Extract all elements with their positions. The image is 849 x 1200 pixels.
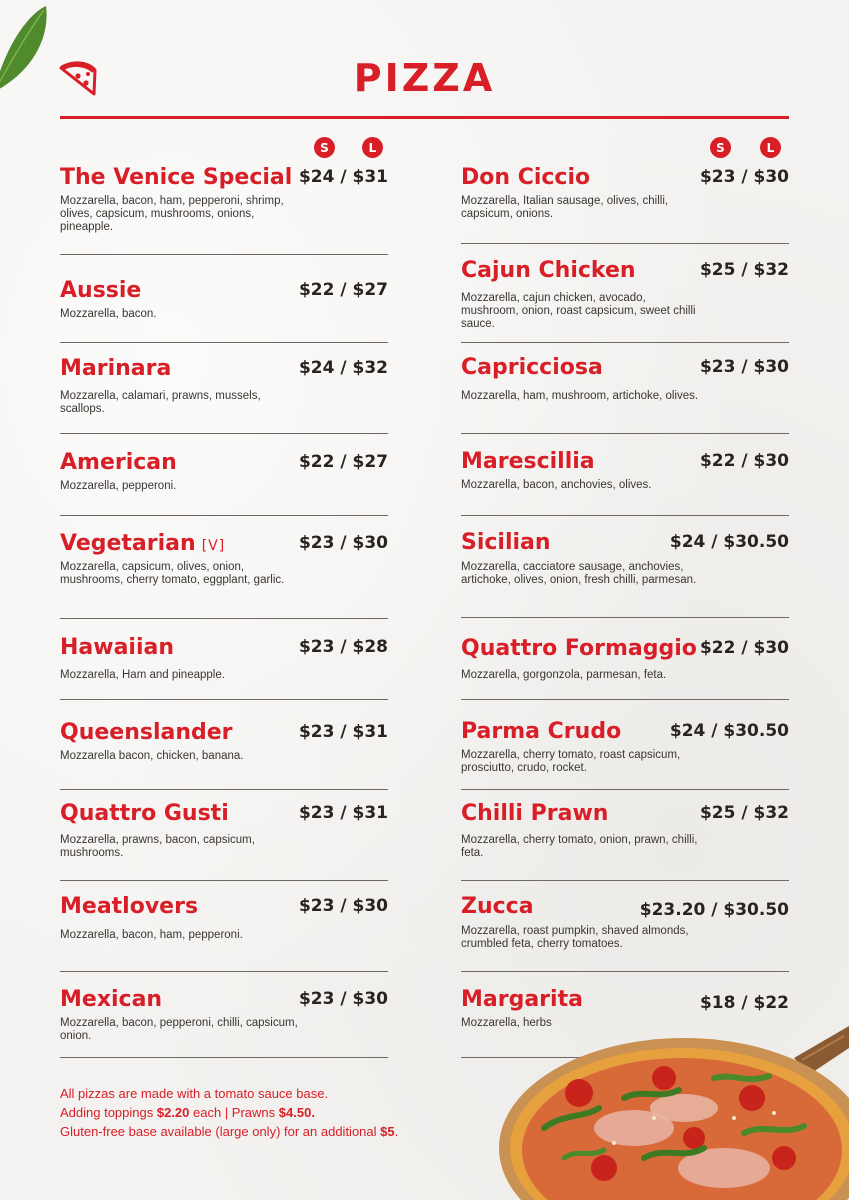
pizza-price: $25 / $32	[699, 260, 789, 280]
pizza-price: $23 / $31	[298, 722, 388, 742]
page-title: PIZZA	[353, 56, 496, 100]
pizza-name: Meatlovers	[60, 894, 199, 919]
pizza-ingredients: Mozzarella, herbs	[461, 1017, 552, 1029]
pizza-price: $25 / $32	[699, 803, 789, 823]
pizza-name: Capricciosa	[461, 355, 603, 380]
pizza-name: Zucca	[461, 894, 534, 919]
size-large-badge: L	[760, 137, 781, 158]
note-sauce-base: All pizzas are made with a tomato sauce base.	[60, 1086, 329, 1101]
pizza-name: Sicilian	[461, 530, 551, 555]
item-divider	[461, 342, 789, 343]
pizza-price: $23 / $30	[298, 989, 388, 1009]
pizza-ingredients: Mozzarella, Italian sausage, olives, chilli, capsicum, onions.	[461, 195, 669, 220]
note-text: Gluten-free base available (large only) for an additional	[60, 1124, 381, 1139]
item-divider	[461, 617, 789, 618]
pizza-price: $23 / $30	[699, 167, 789, 187]
pizza-ingredients: Mozzarella, cherry tomato, onion, prawn, chilli, feta.	[461, 834, 698, 859]
item-divider	[60, 515, 388, 516]
pizza-name	[60, 531, 225, 556]
item-divider	[60, 880, 388, 881]
item-divider	[60, 789, 388, 790]
pizza-ingredients: Mozzarella, bacon, anchovies, olives.	[461, 479, 652, 491]
pizza-name: Quattro Gusti	[60, 801, 229, 826]
pizza-price: $23 / $28	[298, 637, 388, 657]
item-divider	[60, 433, 388, 434]
pizza-ingredients: Mozzarella, calamari, prawns, mussels, scallops.	[60, 390, 261, 415]
size-large-badge: L	[362, 137, 383, 158]
pizza-ingredients: Mozzarella, bacon.	[60, 308, 157, 320]
pizza-name: Parma Crudo	[461, 719, 622, 744]
pizza-price: $22 / $30	[699, 638, 789, 658]
pizza-name-text: Vegetarian	[60, 531, 196, 556]
title-rule	[60, 116, 789, 119]
pizza-price: $23 / $30	[699, 357, 789, 377]
pizza-name: Chilli Prawn	[461, 801, 609, 826]
pizza-price: $23 / $30	[298, 896, 388, 916]
item-divider	[60, 971, 388, 972]
item-divider	[461, 971, 789, 972]
size-small-badge: S	[314, 137, 335, 158]
pizza-name: Hawaiian	[60, 635, 175, 660]
item-divider	[461, 699, 789, 700]
pizza-price: $23 / $31	[298, 803, 388, 823]
item-divider	[461, 515, 789, 516]
pizza-ingredients: Mozzarella, bacon, pepperoni, chilli, capsicum, onion.	[60, 1017, 298, 1042]
pizza-name: The Venice Special	[60, 165, 293, 190]
pizza-ingredients: Mozzarella, bacon, ham, pepperoni, shrimp, olives, capsicum, mushrooms, onions, pineapple.	[60, 195, 284, 233]
note-text: each | Prawns	[189, 1105, 279, 1120]
pizza-name: Queenslander	[60, 720, 233, 745]
pizza-price: $23 / $30	[298, 533, 388, 553]
pizza-price: $24 / $32	[298, 358, 388, 378]
pizza-price: $24 / $30.50	[669, 721, 789, 741]
pizza-price: $18 / $22	[699, 993, 789, 1013]
pizza-price: $22 / $27	[298, 452, 388, 472]
pizza-price: $22 / $27	[298, 280, 388, 300]
pizza-price: $24 / $30.50	[669, 532, 789, 552]
item-divider	[461, 243, 789, 244]
pizza-ingredients: Mozzarella, pepperoni.	[60, 480, 177, 492]
pizza-ingredients: Mozzarella, roast pumpkin, shaved almonds, crumbled feta, cherry tomatoes.	[461, 925, 689, 950]
pizza-name: Don Ciccio	[461, 165, 591, 190]
prawn-price: $4.50.	[278, 1105, 315, 1120]
note-text: .	[394, 1124, 399, 1139]
vegetarian-tag: [V]	[201, 538, 226, 554]
note-text: Adding toppings	[60, 1105, 157, 1120]
pizza-ingredients: Mozzarella, cacciatore sausage, anchovies, artichoke, olives, onion, fresh chilli, parmesan.	[461, 561, 697, 586]
pizza-ingredients: Mozzarella, ham, mushroom, artichoke, olives.	[461, 390, 699, 402]
pizza-ingredients: Mozzarella, cherry tomato, roast capsicum, prosciutto, crudo, rocket.	[461, 749, 681, 774]
menu-notes	[60, 1084, 398, 1141]
size-small-badge: S	[710, 137, 731, 158]
pizza-ingredients: Mozzarella, Ham and pineapple.	[60, 669, 225, 681]
pizza-ingredients: Mozzarella, prawns, bacon, capsicum, mushrooms.	[60, 834, 255, 859]
item-divider	[461, 880, 789, 881]
topping-price: $2.20	[156, 1105, 190, 1120]
pizza-ingredients: Mozzarella bacon, chicken, banana.	[60, 750, 244, 762]
pizza-name: Mexican	[60, 987, 163, 1012]
pizza-photo-icon	[484, 1018, 849, 1200]
gluten-free-price: $5	[380, 1124, 395, 1139]
pizza-price: $22 / $30	[699, 451, 789, 471]
pizza-price: $23.20 / $30.50	[639, 900, 789, 920]
item-divider	[461, 789, 789, 790]
pizza-name: Marinara	[60, 356, 172, 381]
pizza-name: American	[60, 450, 177, 475]
item-divider	[461, 433, 789, 434]
pizza-price: $24 / $31	[298, 167, 388, 187]
item-divider	[60, 254, 388, 255]
pizza-name: Quattro Formaggio	[461, 636, 697, 661]
pizza-name: Aussie	[60, 278, 142, 303]
note-gluten-free	[60, 1122, 398, 1141]
note-toppings	[60, 1103, 398, 1122]
pizza-name: Cajun Chicken	[461, 258, 636, 283]
pizza-ingredients: Mozzarella, capsicum, olives, onion, mushrooms, cherry tomato, eggplant, garlic.	[60, 561, 285, 586]
pizza-name: Marescillia	[461, 449, 595, 474]
item-divider	[60, 1057, 388, 1058]
pizza-ingredients: Mozzarella, gorgonzola, parmesan, feta.	[461, 669, 667, 681]
pizza-ingredients: Mozzarella, cajun chicken, avocado, mushroom, onion, roast capsicum, sweet chilli sauce.	[461, 292, 696, 330]
item-divider	[60, 699, 388, 700]
item-divider	[60, 618, 388, 619]
item-divider	[60, 342, 388, 343]
pizza-name: Margarita	[461, 987, 583, 1012]
pizza-ingredients: Mozzarella, bacon, ham, pepperoni.	[60, 929, 243, 941]
